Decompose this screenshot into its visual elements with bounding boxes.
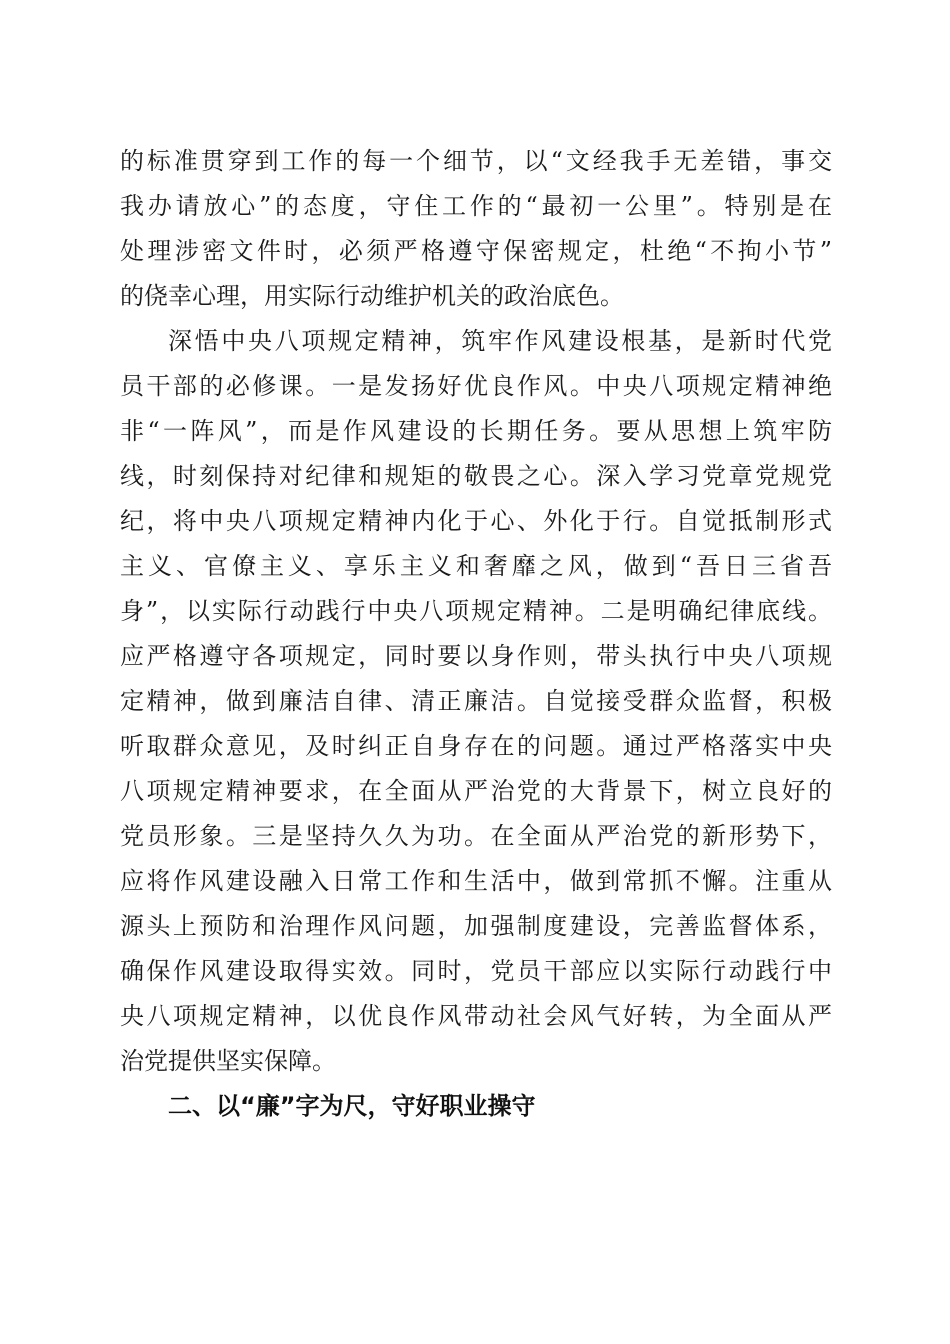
paragraph-2-line-2: 员干部的必修课。一是发扬好优良作风。中央八项规定精神绝 xyxy=(120,372,832,400)
paragraph-2-line-15: 确保作风建设取得实效。同时，党员干部应以实际行动践行中 xyxy=(120,957,832,985)
paragraph-2-line-9: 定精神，做到廉洁自律、清正廉洁。自觉接受群众监督，积极 xyxy=(120,687,832,715)
paragraph-2-line-6: 主义、官僚主义、享乐主义和奢靡之风，做到“吾日三省吾 xyxy=(120,552,832,580)
paragraph-2-line-8: 应严格遵守各项规定，同时要以身作则，带头执行中央八项规 xyxy=(120,642,832,670)
paragraph-2-line-4: 线，时刻保持对纪律和规矩的敬畏之心。深入学习党章党规党 xyxy=(120,462,832,490)
paragraph-2-line-10: 听取群众意见，及时纠正自身存在的问题。通过严格落实中央 xyxy=(120,732,832,760)
section-heading: 二、以“廉”字为尺，守好职业操守 xyxy=(168,1092,536,1120)
paragraph-1-line-3: 处理涉密文件时，必须严格遵守保密规定，杜绝“不拘小节” xyxy=(120,237,832,265)
paragraph-2-line-12: 党员形象。三是坚持久久为功。在全面从严治党的新形势下， xyxy=(120,822,832,850)
paragraph-2-line-5: 纪，将中央八项规定精神内化于心、外化于行。自觉抵制形式 xyxy=(120,507,832,535)
paragraph-2-line-16: 央八项规定精神，以优良作风带动社会风气好转，为全面从严 xyxy=(120,1002,832,1030)
paragraph-2-line-7: 身”，以实际行动践行中央八项规定精神。二是明确纪律底线。 xyxy=(120,597,832,625)
paragraph-2-line-17: 治党提供坚实保障。 xyxy=(120,1047,336,1075)
paragraph-2-line-11: 八项规定精神要求，在全面从严治党的大背景下，树立良好的 xyxy=(120,777,832,805)
paragraph-1-line-1: 的标准贯穿到工作的每一个细节，以“文经我手无差错，事交 xyxy=(120,147,832,175)
paragraph-2-line-3: 非“一阵风”，而是作风建设的长期任务。要从思想上筑牢防 xyxy=(120,417,832,445)
paragraph-2-line-14: 源头上预防和治理作风问题，加强制度建设，完善监督体系， xyxy=(120,912,832,940)
paragraph-2-line-13: 应将作风建设融入日常工作和生活中，做到常抓不懈。注重从 xyxy=(120,867,832,895)
paragraph-2-line-1: 深悟中央八项规定精神，筑牢作风建设根基，是新时代党 xyxy=(168,327,832,355)
paragraph-1-line-4: 的侥幸心理，用实际行动维护机关的政治底色。 xyxy=(120,282,624,310)
paragraph-1-line-2: 我办请放心”的态度，守住工作的“最初一公里”。特别是在 xyxy=(120,192,832,220)
